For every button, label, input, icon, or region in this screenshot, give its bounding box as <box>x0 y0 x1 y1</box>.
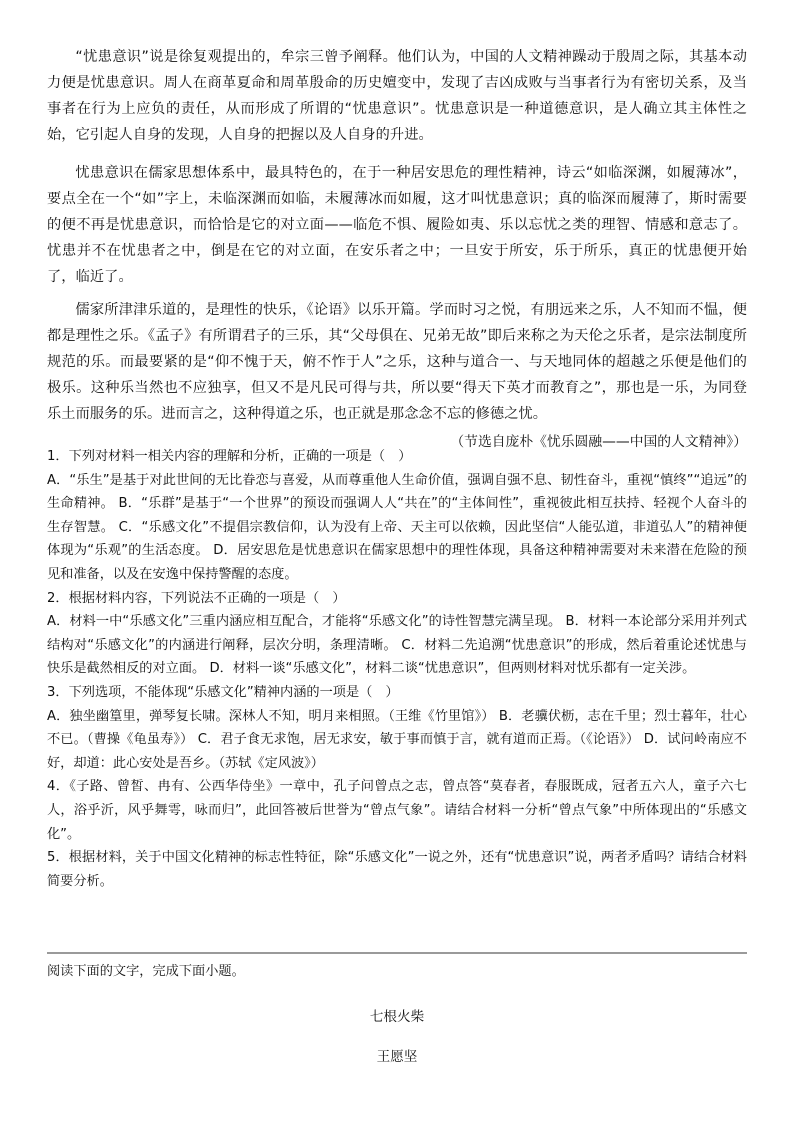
question-3-options: A．独坐幽篁里，弹琴复长啸。深林人不知，明月来相照。（王维《竹里馆》） B．老骥伏枥，志在千里；烈士暮年，壮心不已。（曹操《龟虽寿》） C．君子食无求饱，居无求安，敏于事而慎于言，就有道而正焉。（《论语》） D．试问岭南应不好，却道：此心安处是吾乡。（苏轼《定风波》） <box>47 708 747 771</box>
questions-section <box>47 445 747 893</box>
passage-source: （节选自庞朴《忧乐圆融——中国的人文精神》） <box>450 434 747 450</box>
question-5: 5．根据材料，关于中国文化精神的标志性特征，除“乐感文化”一说之外，还有“忧患意识”说，两者矛盾吗？请结合材料简要分析。 <box>47 850 747 889</box>
question-3-stem: 3．下列选项，不能体现“乐感文化”精神内涵的一项是（ ） <box>47 684 399 700</box>
section-divider <box>47 952 747 954</box>
reading-instruction: 阅读下面的文字，完成下面小题。 <box>47 964 245 979</box>
passage-paragraph-2: 忧患意识在儒家思想体系中，最具特色的，在于一种居安思危的理性精神，诗云“如临深渊，如履薄冰”，要点全在一个“如”字上，未临深渊而如临，未履薄冰而如履，这才叫忧患意识；真的临深而履薄了，斯时需要的便不再是忧患意识，而恰恰是它的对立面——临危不惧、履险如夷、乐以忘忧之类的理智、情感和意志了。忧患并不在忧患者之中，倒是在它的对立面，在安乐者之中；一旦安于所安，乐于所乐，真正的忧患便开始了，临近了。 <box>47 165 747 285</box>
question-2-options: A．材料一中“乐感文化”三重内涵应相互配合，才能将“乐感文化”的诗性智慧完满呈现。 B．材料一本论部分采用并列式结构对“乐感文化”的内涵进行阐释，层次分明，条理清晰。 C．材料二先追溯“忧患意识”的形成，然后着重论述忧患与快乐是截然相反的对立面。 D．材料一谈“乐感文化”，材料二谈“忧患意识”，但两则材料对忧乐都有一定关涉。 <box>47 614 747 677</box>
story-author: 王愿坚 <box>376 1049 418 1065</box>
story-title: 七根火柴 <box>369 1009 425 1025</box>
question-4: 4．《子路、曾皙、冉有、公西华侍坐》一章中，孔子问曾点之志，曾点答“莫春者，春服既成，冠者五六人，童子六七人，浴乎沂，风乎舞雩，咏而归”，此回答被后世誉为“曾点气象”。请结合材料一分析“曾点气象”中所体现出的“乐感文化”。 <box>47 779 747 842</box>
question-2-stem: 2．根据材料内容，下列说法不正确的一项是（ ） <box>47 590 346 606</box>
passage-paragraph-1: “忧患意识”说是徐复观提出的，牟宗三曾予阐释。他们认为，中国的人文精神躁动于殷周之际，其基本动力便是忧患意识。周人在商革夏命和周革殷命的历史嬗变中，发现了吉凶成败与当事者行为有密切关系，及当事者在行为上应负的责任，从而形成了所谓的“忧患意识”。忧患意识是一种道德意识，是人确立其主体性之始，它引起人自身的发现，人自身的把握以及人自身的升进。 <box>47 49 747 143</box>
question-1-options: A．“乐生”是基于对此世间的无比眷恋与喜爱，从而尊重他人生命价值，强调自强不息、韧性奋斗，重视“慎终”“追远”的生命精神。 B．“乐群”是基于“一个世界”的预设而强调人人“共在”的“主体间性”，重视彼此相互扶持、轻视个人奋斗的生存智慧。 C．“乐感文化”不提倡宗教信仰，认为没有上帝、天主可以依赖，因此坚信“人能弘道，非道弘人”的精神便体现为“乐观”的生活态度。 D．居安思危是忧患意识在儒家思想中的理性体现，具备这种精神需要对未来潜在危险的预见和准备，以及在安逸中保持警醒的态度。 <box>47 472 747 582</box>
question-1-stem: 1．下列对材料一相关内容的理解和分析，正确的一项是（ ） <box>47 449 412 464</box>
passage-paragraph-3: 儒家所津津乐道的，是理性的快乐，《论语》以乐开篇。学而时习之悦，有朋远来之乐，人不知而不愠，便都是理性之乐。《孟子》有所谓君子的三乐，其“父母俱在、兄弟无故”即后来称之为天伦之乐者，是宗法制度所规范的乐。而最要紧的是“仰不愧于天，俯不怍于人”之乐，这种与道合一、与天地同体的超越之乐便是他们的极乐。这种乐当然也不应独享，但又不是凡民可得与共，所以要“得天下英才而教育之”，那也是一乐，为同登乐土而服务的乐。进而言之，这种得道之乐，也正就是那念念不忘的修德之忧。 <box>47 302 747 422</box>
